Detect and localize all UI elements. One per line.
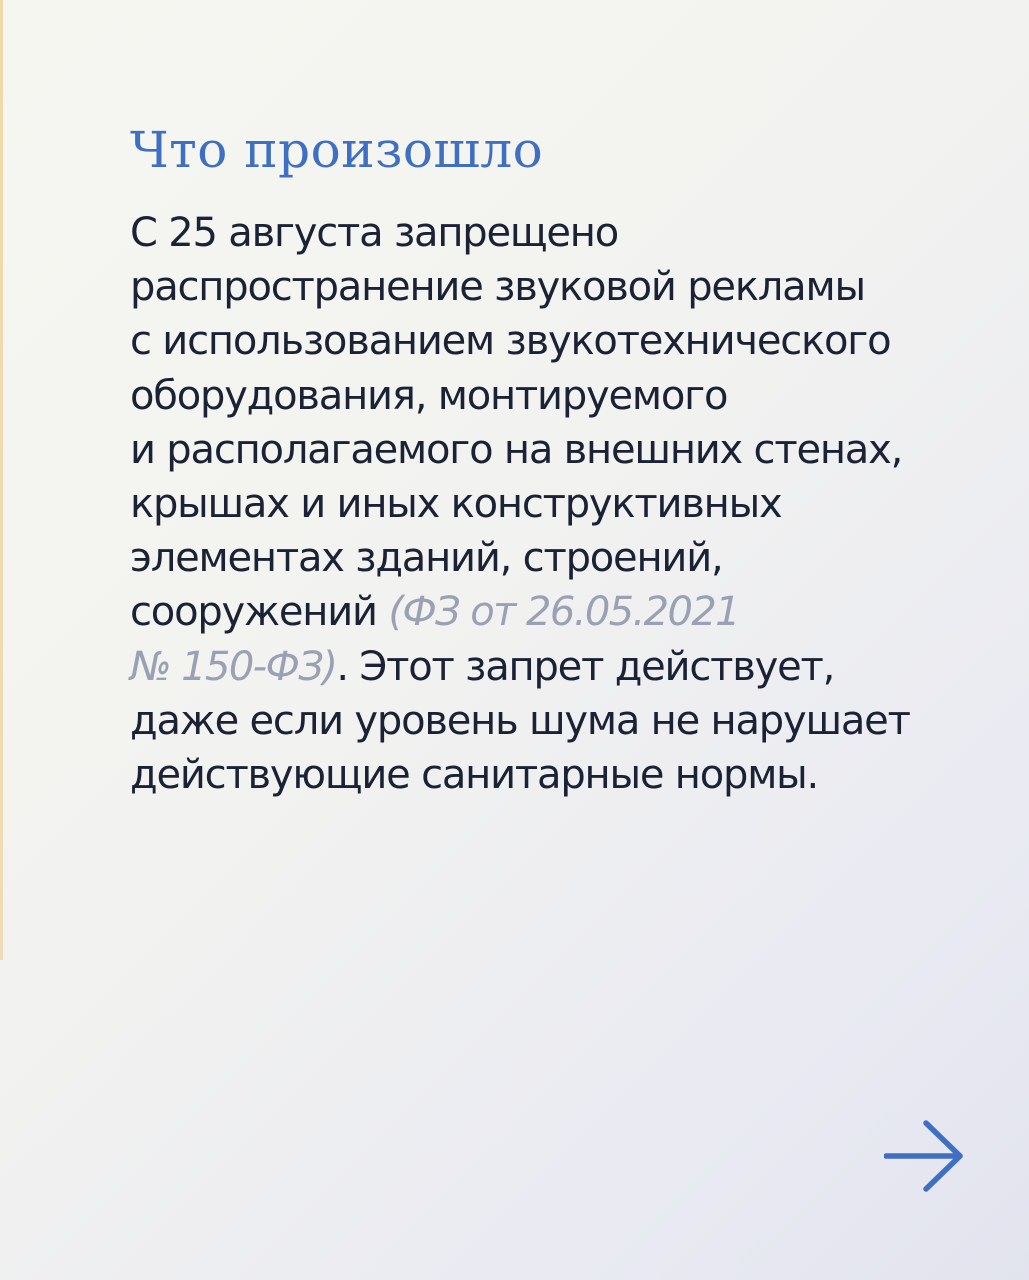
body-line: крышах и иных конструктивных: [130, 481, 782, 528]
body-line: С 25 августа запрещено: [130, 210, 618, 256]
law-reference-part-2: № 150-ФЗ): [130, 643, 337, 690]
section-heading: Что произошло: [130, 121, 544, 179]
body-line: оборудования, монтируемого: [130, 372, 728, 419]
body-line: и располагаемого на внешних стенах,: [130, 426, 903, 473]
body-line: сооружений: [130, 589, 389, 636]
body-paragraph: [130, 206, 990, 802]
body-line: даже если уровень шума не нарушает: [130, 697, 910, 744]
arrow-right-icon: [884, 1120, 966, 1192]
law-reference-part-1: (ФЗ от 26.05.2021: [388, 589, 740, 636]
body-line: . Этот запрет действует,: [336, 643, 835, 690]
body-line: с использованием звукотехнического: [130, 318, 891, 365]
body-line: элементах зданий, строений,: [130, 535, 723, 582]
left-edge-stripe: [0, 0, 3, 960]
body-line: действующие санитарные нормы.: [130, 752, 819, 799]
body-line: распространение звуковой рекламы: [130, 264, 865, 311]
next-slide-button[interactable]: [884, 1120, 966, 1192]
